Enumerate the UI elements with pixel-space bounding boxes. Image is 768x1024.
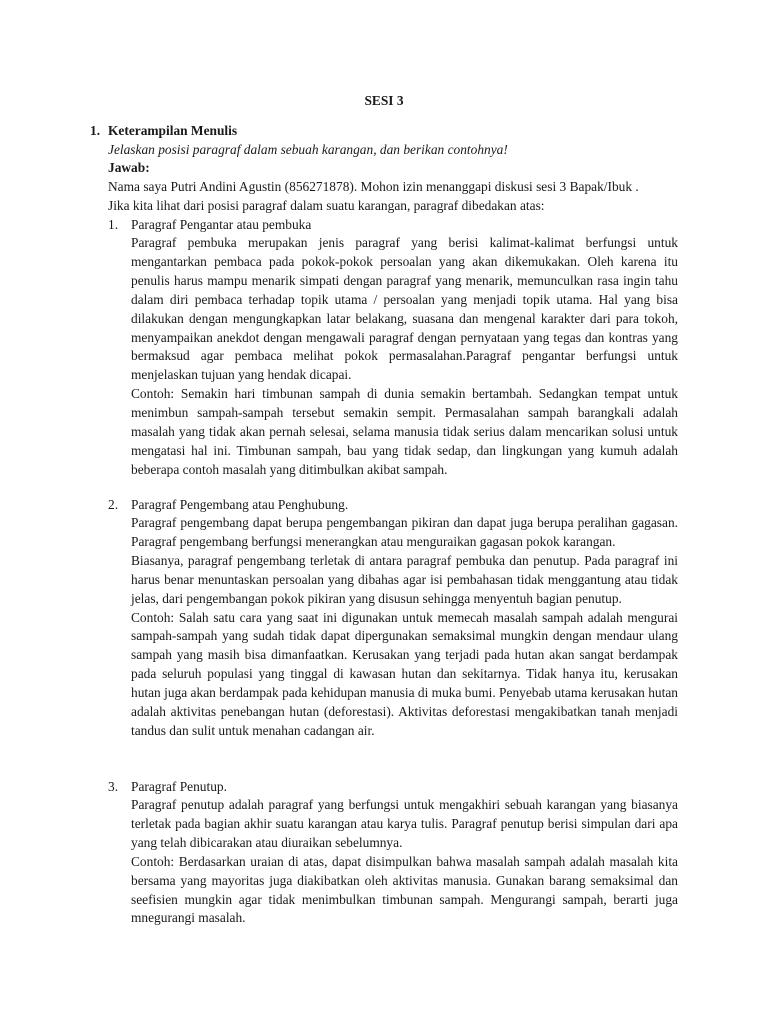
example-paragraph: Contoh: Semakin hari timbunan sampah di dunia semakin bertambah. Sedangkan tempat untuk menimbun sampah-sampah tersebut semakin sempit. Permasalahan sampah barangkali adalah masalah yang tidak akan pernah selesai, selama manusia tidak serius dalam mencarikan solusi untuk mengatasi hal ini. Timbunan sampah, bau yang tidak sedap, dan lingkungan yang kumuh adalah beberapa contoh masalah yang ditimbulkan akibat sampah. [131,386,678,477]
intro-line-2: Jika kita lihat dari posisi paragraf dalam suatu karangan, paragraf dibedakan atas: [108,198,545,213]
section-number: 1. [90,123,101,138]
question-text: Jelaskan posisi paragraf dalam sebuah karangan, dan berikan contohnya! [108,142,508,157]
body-paragraph: Paragraf pengembang dapat berupa pengembangan pikiran dan dapat juga berupa peralihan gagasan. Paragraf pengembang berfungsi menerangkan atau menguraikan gagasan pokok karangan. [131,515,678,549]
body-paragraph: Paragraf penutup adalah paragraf yang berfungsi untuk mengakhiri sebuah karangan yang biasanya terletak pada bagian akhir suatu karangan atau karya tulis. Paragraf penutup berisi simpulan dari apa yang telah dibicarakan atau diuraikan sebelumnya. [131,797,678,850]
intro-line-1: Nama saya Putri Andini Agustin (856271878). Mohon izin menanggapi diskusi sesi 3 Bapak/Ibuk . [108,179,639,194]
list-item-title: Paragraf Pengantar atau pembuka [131,217,312,232]
list-item-number: 2. [108,497,119,512]
list-item-number: 1. [108,217,119,232]
list-item-body [131,514,678,741]
list-item-number: 3. [108,779,119,794]
section-heading-text: Keterampilan Menulis [108,123,238,138]
body-paragraph: Paragraf pembuka merupakan jenis paragraf yang berisi kalimat-kalimat berfungsi untuk mengantarkan pembaca pada pokok-pokok persoalan yang akan dikemukakan. Oleh karena itu penulis harus mampu menarik simpati dengan paragraf yang menarik, memunculkan rasa ingin tahu dalam diri pembaca terhadap topik utama / persoalan yang menjadi topik utama. Hal yang bisa dilakukan dengan mengungkapkan latar belakang, suasana dan mengenal karakter dari para tokoh, menyampaikan anekdot dengan mengawali paragraf dengan pernyataan yang tegas dan kontras yang bermaksud agar pembaca melihat pokok permasalahan.Paragraf pengantar berfungsi untuk menjelaskan tujuan yang hendak dicapai. [131,235,678,383]
list-item-body [131,796,678,928]
answer-label: Jawab: [108,160,150,175]
body-paragraph: Biasanya, paragraf pengembang terletak di antara paragraf pembuka dan penutup. Pada paragraf ini harus benar menuntaskan persoalan yang dibahas agar isi pembahasan tidak menggantung atau tidak jelas, dari pengembangan pokok pikiran yang disusun sehingga menyentuh bagian penutup. [131,552,678,606]
list-item-body [131,234,678,480]
example-paragraph: Contoh: Salah satu cara yang saat ini digunakan untuk memecah masalah sampah adalah mengurai sampah-sampah yang sudah tidak dapat dipergunakan semaksimal mungkin dengan mendaur ulang sampah yang masih bisa dimanfaatkan. Kerusakan yang terjadi pada hutan akan sangat berdampak pada seluruh populasi yang tinggal di kawasan hutan dan sekitarnya. Tidak hanya itu, kerusakan hutan juga akan berdampak pada kehidupan manusia di muka bumi. Penyebab utama kerusakan hutan adalah aktivitas penebangan hutan (deforestasi). Aktivitas deforestasi mengakibatkan tanah menjadi tandus dan sulit untuk menahan cadangan air. [131,609,678,738]
example-paragraph: Contoh: Berdasarkan uraian di atas, dapat disimpulkan bahwa masalah sampah adalah masalah kita bersama yang mayoritas juga diakibatkan oleh aktivitas manusia. Gunakan barang semaksimal dan seefisien mungkin agar tidak menimbulkan timbunan sampah. Mengurangi sampah, berarti juga mnegurangi masalah. [131,853,678,926]
list-item-title: Paragraf Penutup. [131,779,227,794]
page-title: SESI 3 [364,93,404,108]
section-heading [90,122,237,140]
list-item-title: Paragraf Pengembang atau Penghubung. [131,497,349,512]
